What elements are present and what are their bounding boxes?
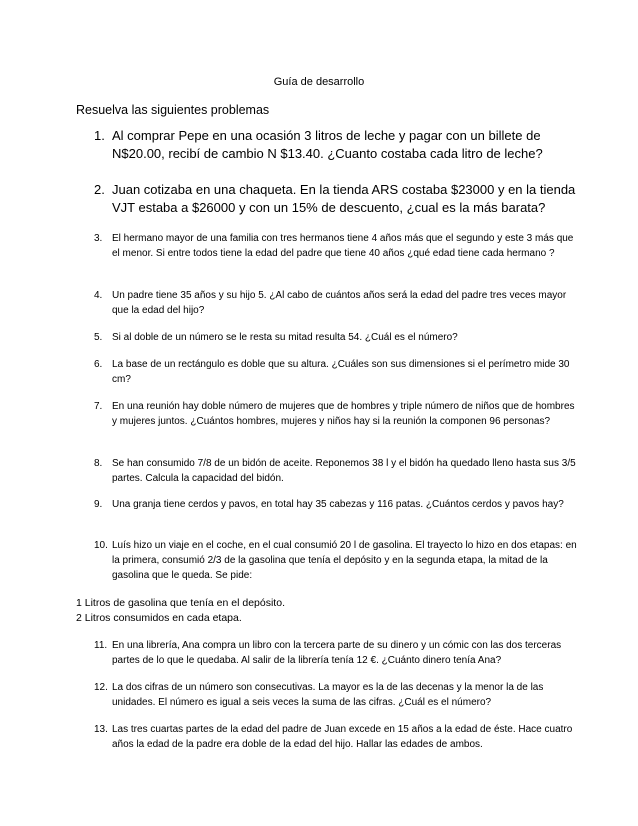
problem-text: Juan cotizaba en una chaqueta. En la tienda ARS costaba $23000 y en la tienda VJT estaba a $26000 y con un 15% de descuento, ¿cual es la más barata? (112, 182, 576, 215)
page-title: Guía de desarrollo (273, 76, 365, 88)
problem-number: 7. (94, 401, 103, 412)
problem-number: 4. (94, 290, 103, 301)
problem-text: Un padre tiene 35 años y su hijo 5. ¿Al cabo de cuántos años será la edad del padre tres veces mayor que la edad del hijo? (112, 290, 567, 316)
problem-number: 12. (94, 682, 108, 693)
problem-number: 9. (94, 499, 103, 510)
problem-text: Se han consumido 7/8 de un bidón de aceite. Reponemos 38 l y el bidón ha quedado lleno hasta sus 3/5 partes. Calcula la capacidad del bidón. (112, 458, 576, 484)
problem-text: En una reunión hay doble número de mujeres que de hombres y triple número de niños que de hombres y mujeres juntos. ¿Cuántos hombres, mujeres y niños hay si la reunión la componen 96 personas? (112, 401, 575, 427)
intro-text: Resuelva las siguientes problemas (76, 103, 270, 117)
problem-number: 1. (94, 128, 105, 143)
problem-text: La base de un rectángulo es doble que su altura. ¿Cuáles son sus dimensiones si el perímetro mide 30 cm? (112, 359, 570, 385)
problem-text: El hermano mayor de una familia con tres hermanos tiene 4 años más que el segundo y este 3 más que el menor. Si entre todos tiene la edad del padre que tiene 40 años ¿qué edad tiene cada hermano ? (112, 233, 574, 259)
problem-text: Al comprar Pepe en una ocasión 3 litros de leche y pagar con un billete de N$20.00, recibí de cambio N $13.40. ¿Cuanto costaba cada litro de leche? (112, 128, 543, 161)
problem-number: 5. (94, 332, 103, 343)
problem-number: 10. (94, 540, 108, 551)
subitem-2: 2 Litros consumidos en cada etapa. (76, 612, 242, 624)
problem-text: Luís hizo un viaje en el coche, en el cual consumió 20 l de gasolina. El trayecto lo hizo en dos etapas: en la primera, consumió 2/3 de la gasolina que tenía el depósito y en la segunda etapa, la mitad de la gasolina que le queda. Se pide: (112, 540, 577, 581)
problem-number: 11. (94, 640, 108, 651)
problem-number: 2. (94, 182, 105, 197)
subitem-1: 1 Litros de gasolina que tenía en el depósito. (76, 597, 285, 609)
problem-text: Si al doble de un número se le resta su mitad resulta 54. ¿Cuál es el número? (112, 332, 458, 343)
problem-text: Las tres cuartas partes de la edad del padre de Juan excede en 15 años a la edad de éste. Hace cuatro años la edad de la padre era doble de la edad del hijo. Hallar las edades de ambos. (112, 724, 573, 750)
problem-text: En una librería, Ana compra un libro con la tercera parte de su dinero y un cómic con las dos terceras partes de lo que le quedaba. Al salir de la librería tenía 12 €. ¿Cuánto dinero tenía Ana? (112, 640, 562, 666)
problem-number: 3. (94, 233, 103, 244)
problem-number: 8. (94, 458, 103, 469)
problem-number: 13. (94, 724, 108, 735)
problem-number: 6. (94, 359, 103, 370)
problem-text: Una granja tiene cerdos y pavos, en total hay 35 cabezas y 116 patas. ¿Cuántos cerdos y pavos hay? (112, 499, 564, 510)
problem-text: La dos cifras de un número son consecutivas. La mayor es la de las decenas y la menor la de las unidades. El número es igual a seis veces la suma de las cifras. ¿Cuál es el número? (112, 682, 544, 708)
